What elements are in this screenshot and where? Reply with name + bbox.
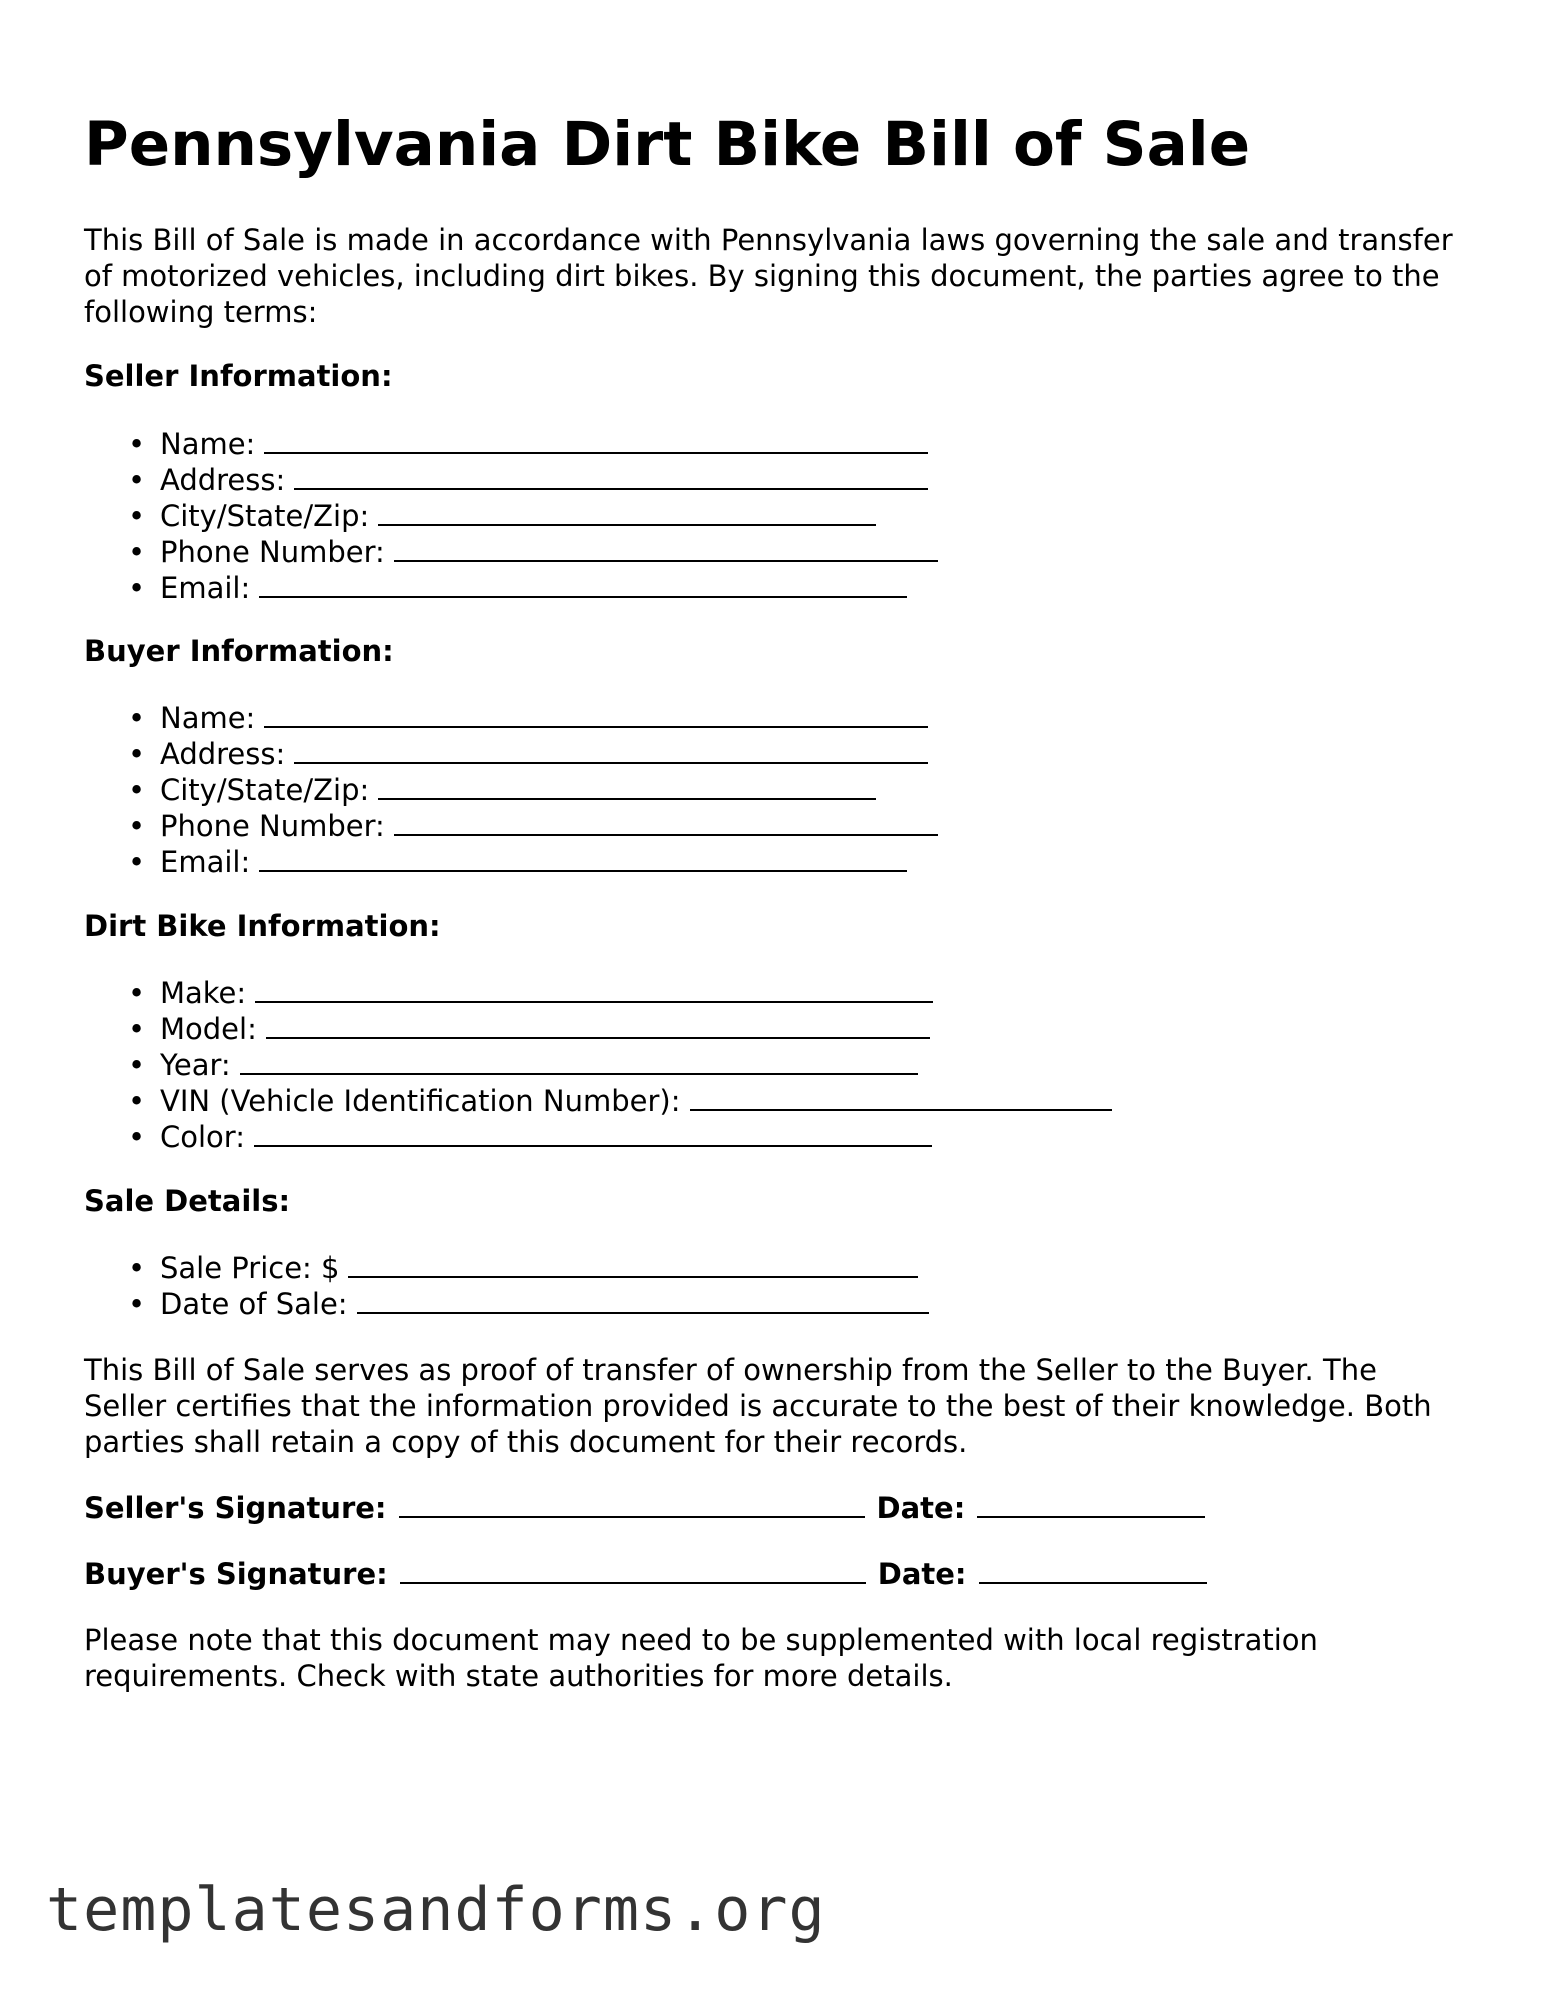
buyer-citystatezip-blank[interactable]	[378, 772, 876, 800]
buyer-phone-blank[interactable]	[394, 808, 938, 836]
bike-vin-blank[interactable]	[690, 1083, 1112, 1111]
bike-fields	[84, 975, 1112, 1155]
buyer-date-blank[interactable]	[979, 1556, 1207, 1584]
field-label: Email:	[160, 845, 251, 879]
note-paragraph: Please note that this document may need to be supplemented with local registration requirements. Check with state authorities for more details.	[84, 1623, 1318, 1693]
seller-name-field	[84, 426, 938, 462]
field-label: Color:	[160, 1120, 245, 1154]
field-label: VIN (Vehicle Identification Number):	[160, 1084, 681, 1118]
buyer-signature-line	[84, 1556, 1219, 1592]
bullet: •	[128, 1012, 146, 1046]
closing-paragraph: This Bill of Sale serves as proof of transfer of ownership from the Seller to the Buyer. The Seller certifies that the information provided is accurate to the best of their knowledge. Both parties shall retain a copy of this document for their records.	[84, 1353, 1432, 1459]
seller-date-blank[interactable]	[977, 1490, 1205, 1518]
sale-fields	[84, 1250, 929, 1322]
field-label: Name:	[160, 701, 256, 735]
bike-year-field	[84, 1047, 1112, 1083]
buyer-signature-label: Buyer's Signature:	[84, 1557, 388, 1591]
bike-color-blank[interactable]	[254, 1119, 932, 1147]
bullet: •	[128, 809, 146, 843]
seller-address-field	[84, 462, 938, 498]
field-label: Email:	[160, 571, 251, 605]
bullet: •	[128, 1084, 146, 1118]
bike-make-blank[interactable]	[255, 975, 933, 1003]
bullet: •	[128, 1048, 146, 1082]
bullet: •	[128, 463, 146, 497]
buyer-citystatezip-field	[84, 772, 938, 808]
seller-fields	[84, 426, 938, 606]
field-label: Make:	[160, 976, 247, 1010]
bike-heading: Dirt Bike Information:	[84, 909, 441, 943]
seller-signature-line	[84, 1490, 1217, 1526]
sale-heading: Sale Details:	[84, 1184, 291, 1218]
document-title: Pennsylvania Dirt Bike Bill of Sale	[84, 109, 1251, 180]
sale-price-blank[interactable]	[348, 1250, 918, 1278]
field-label: Address:	[160, 737, 286, 771]
sale-price-field	[84, 1250, 929, 1286]
bullet: •	[128, 571, 146, 605]
bike-year-blank[interactable]	[240, 1047, 918, 1075]
bullet: •	[128, 1251, 146, 1285]
bike-vin-field	[84, 1083, 1112, 1119]
seller-signature-label: Seller's Signature:	[84, 1491, 387, 1525]
bike-model-blank[interactable]	[266, 1011, 930, 1039]
seller-citystatezip-blank[interactable]	[378, 498, 876, 526]
bullet: •	[128, 427, 146, 461]
field-label: Phone Number:	[160, 809, 385, 843]
field-label: Sale Price: $	[160, 1251, 340, 1285]
bullet: •	[128, 845, 146, 879]
bike-model-field	[84, 1011, 1112, 1047]
bullet: •	[128, 701, 146, 735]
intro-paragraph: This Bill of Sale is made in accordance with Pennsylvania laws governing the sale and transfer of motorized vehicles, including dirt bikes. By signing this document, the parties agree to the following terms:	[84, 223, 1453, 329]
bullet: •	[128, 535, 146, 569]
bullet: •	[128, 773, 146, 807]
seller-phone-blank[interactable]	[394, 534, 938, 562]
buyer-phone-field	[84, 808, 938, 844]
buyer-address-blank[interactable]	[294, 736, 928, 764]
field-label: Address:	[160, 463, 286, 497]
seller-address-blank[interactable]	[294, 462, 928, 490]
seller-citystatezip-field	[84, 498, 938, 534]
seller-signature-blank[interactable]	[399, 1490, 865, 1518]
seller-heading: Seller Information:	[84, 359, 393, 393]
field-label: Date of Sale:	[160, 1287, 348, 1321]
buyer-address-field	[84, 736, 938, 772]
buyer-signature-blank[interactable]	[400, 1556, 866, 1584]
bullet: •	[128, 1287, 146, 1321]
bullet: •	[128, 976, 146, 1010]
bike-make-field	[84, 975, 1112, 1011]
seller-email-blank[interactable]	[259, 570, 907, 598]
site-watermark: templatesandforms.org	[46, 1875, 826, 1945]
seller-phone-field	[84, 534, 938, 570]
field-label: Year:	[160, 1048, 231, 1082]
field-label: City/State/Zip:	[160, 773, 370, 807]
sale-date-blank[interactable]	[357, 1286, 929, 1314]
field-label: Model:	[160, 1012, 257, 1046]
seller-email-field	[84, 570, 938, 606]
sale-date-field	[84, 1286, 929, 1322]
seller-date-label: Date:	[876, 1491, 966, 1525]
buyer-heading: Buyer Information:	[84, 634, 394, 668]
bullet: •	[128, 737, 146, 771]
buyer-name-blank[interactable]	[264, 700, 928, 728]
bullet: •	[128, 1120, 146, 1154]
buyer-date-label: Date:	[877, 1557, 967, 1591]
buyer-name-field	[84, 700, 938, 736]
bike-color-field	[84, 1119, 1112, 1155]
field-label: Name:	[160, 427, 256, 461]
buyer-fields	[84, 700, 938, 880]
buyer-email-blank[interactable]	[259, 844, 907, 872]
buyer-email-field	[84, 844, 938, 880]
field-label: City/State/Zip:	[160, 499, 370, 533]
seller-name-blank[interactable]	[264, 426, 928, 454]
bullet: •	[128, 499, 146, 533]
field-label: Phone Number:	[160, 535, 385, 569]
